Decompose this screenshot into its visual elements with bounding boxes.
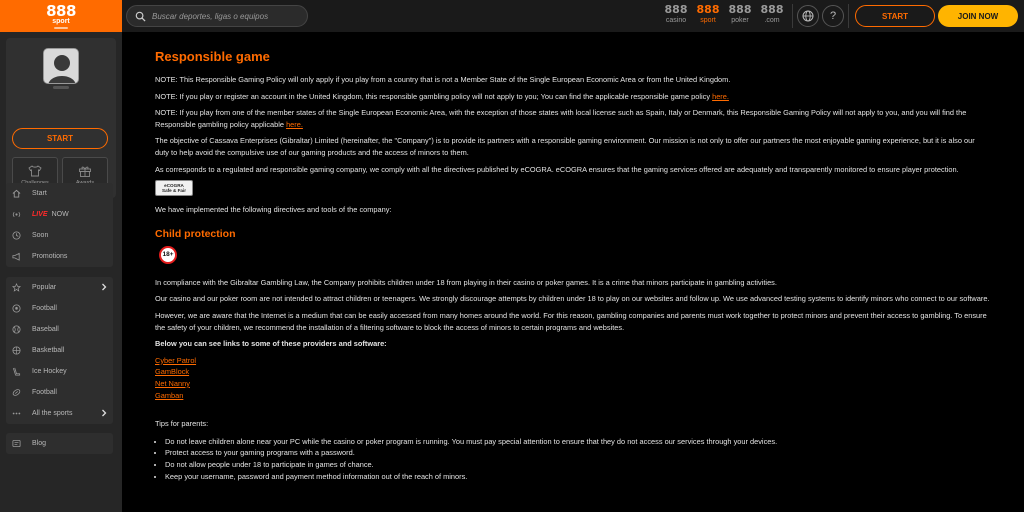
brand-com-number: 888 <box>760 3 784 16</box>
provider-link-cyber-patrol[interactable]: Cyber Patrol <box>155 355 197 365</box>
help-icon: ? <box>829 10 837 22</box>
tips-list <box>155 436 990 483</box>
sidebar-item-football[interactable] <box>6 298 113 319</box>
logo-sport-label: sport <box>52 17 70 25</box>
brand-com[interactable] <box>756 4 788 25</box>
soccer-ball-icon <box>12 304 21 313</box>
sidebar-item-live-now[interactable] <box>6 204 113 225</box>
sidebar-group-main <box>6 183 113 267</box>
brand-com-label: .com <box>764 17 780 24</box>
note-eea-text: NOTE: If you play from one of the member states of the Single European Economic Area, with the exception of those states with local license such as Spain, Italy or Denmark, this Responsible Gaming Policy will not apply to you, and you will find the Responsible gambling policy applicable <box>155 108 967 129</box>
list-item: • Do not leave children alone near your PC while the casino or poker program is running. You must pay special attention to ensure that they do not access our services through your devices. <box>165 436 990 448</box>
sidebar-item-ice-hockey[interactable] <box>6 361 113 382</box>
provider-link-gamblock[interactable]: GamBlock <box>155 367 190 377</box>
brand-poker-label: poker <box>731 17 749 24</box>
sidebar-start-button[interactable]: START <box>12 128 108 149</box>
avatar-status-bar <box>53 86 69 89</box>
sidebar-item-label: Popular <box>32 284 57 291</box>
live-label: LIVE <box>32 211 48 218</box>
age-18-badge: 18+ <box>159 246 177 264</box>
ecogra-paragraph: As corresponds to a regulated and responsible gaming company, we comply with all the directives published by eCOGRA. eCOGRA ensures that the gaming services offered are adequately and transparently monitored to ensure player protection. <box>155 164 959 174</box>
ecogra-seal-line2: Safe & Fair <box>162 188 186 194</box>
note-paragraph: NOTE: This Responsible Gaming Policy will only apply if you play from a country that is not a Member State of the Single European Economic Area or from the United Kingdom. <box>155 75 731 84</box>
brand-casino-label: casino <box>665 17 687 24</box>
sidebar-item-baseball[interactable] <box>6 319 113 340</box>
brand-sport[interactable] <box>692 4 724 25</box>
list-item: • Protect access to your gaming programs with a password. <box>165 447 990 459</box>
policy-article <box>155 49 990 483</box>
sidebar-item-label: Basketball <box>32 347 65 354</box>
ecogra-seal[interactable] <box>155 180 193 196</box>
search-input[interactable] <box>152 12 302 21</box>
globe-icon <box>802 10 814 22</box>
brand-sport-number: 888 <box>696 3 720 16</box>
sidebar-item-label: Baseball <box>32 326 59 333</box>
start-button[interactable]: START <box>855 5 935 27</box>
sidebar-item-label: Soon <box>32 232 49 239</box>
sidebar-group-sports <box>6 277 113 424</box>
minors-paragraph: Our casino and our poker room are not intended to attract children or teenagers. We strongly discourage attempts by children under 18 to play on our websites and follow up. We use advanced testing systems to identify minors who connect to our software. <box>155 294 990 304</box>
sidebar <box>0 32 122 512</box>
main-content <box>122 32 1024 512</box>
brand-poker[interactable] <box>724 4 756 25</box>
hockey-stick-icon <box>12 367 21 376</box>
note-uk-paragraph <box>155 91 990 103</box>
baseball-icon <box>12 325 21 334</box>
uk-policy-link[interactable]: here. <box>712 91 729 101</box>
sidebar-item-label: Ice Hockey <box>32 368 67 375</box>
providers-intro-text: Below you can see links to some of these providers and software: <box>155 339 387 349</box>
brand-sport-label: sport <box>700 17 716 24</box>
more-dots-icon <box>12 409 21 418</box>
sidebar-item-label: Football <box>32 389 57 396</box>
sidebar-item-american-football[interactable] <box>6 382 113 403</box>
brand-switcher <box>660 4 788 25</box>
help-button[interactable] <box>822 5 844 27</box>
gibraltar-law-paragraph: In compliance with the Gibraltar Gambling Law, the Company prohibits children under 18 from playing in their casino or poker games. It is a crime that minors participate in gambling activities. <box>155 277 777 287</box>
megaphone-icon <box>12 252 21 261</box>
sidebar-item-soon[interactable] <box>6 225 113 246</box>
sidebar-item-start[interactable] <box>6 183 113 204</box>
eea-policy-link[interactable]: here. <box>286 119 303 129</box>
user-avatar-icon <box>44 49 79 84</box>
live-signal-icon <box>12 210 21 219</box>
tips-title: Tips for parents: <box>155 419 209 429</box>
chevron-right-icon <box>100 283 108 291</box>
brand-poker-number: 888 <box>728 3 752 16</box>
gift-icon <box>78 165 92 177</box>
sidebar-item-label: Promotions <box>32 253 68 260</box>
basketball-icon <box>12 346 21 355</box>
brand-casino[interactable] <box>660 4 692 25</box>
note-uk-text: NOTE: If you play or register an account in the United Kingdom, this responsible gambling policy will not apply to you; You can find the applicable responsible game policy <box>155 91 713 101</box>
providers-intro <box>155 338 990 350</box>
ecogra-seal-line1: eCOGRA <box>164 182 184 188</box>
sidebar-item-basketball[interactable] <box>6 340 113 361</box>
american-football-icon <box>12 388 21 397</box>
brand-casino-number: 888 <box>664 3 688 16</box>
join-now-button[interactable]: JOIN NOW <box>938 5 1018 27</box>
star-icon <box>12 283 21 292</box>
page-title: Responsible game <box>155 49 270 64</box>
sidebar-item-label: Football <box>32 305 57 312</box>
provider-link-net-nanny[interactable]: Net Nanny <box>155 378 190 388</box>
logo-underline <box>54 27 68 29</box>
sidebar-item-label: NOW <box>51 211 69 218</box>
search-box[interactable] <box>126 5 308 27</box>
sidebar-item-label: Blog <box>32 440 47 447</box>
chevron-right-icon <box>100 409 108 417</box>
logo-number: 888 <box>46 1 76 20</box>
list-item: • Keep your username, password and payment method information out of the reach of minors. <box>165 471 990 483</box>
clock-icon <box>12 231 21 240</box>
provider-links <box>155 355 990 401</box>
sidebar-item-all-sports[interactable] <box>6 403 113 424</box>
sidebar-group-blog <box>6 433 113 454</box>
language-button[interactable] <box>797 5 819 27</box>
shirt-icon <box>28 165 42 177</box>
search-icon <box>135 11 146 22</box>
sidebar-item-label: All the sports <box>32 410 73 417</box>
sidebar-item-popular[interactable] <box>6 277 113 298</box>
child-protection-heading: Child protection <box>155 227 236 240</box>
home-icon <box>12 189 21 198</box>
sidebar-item-label: Start <box>32 190 47 197</box>
top-bar <box>0 0 1024 32</box>
provider-link-gamban[interactable]: Gamban <box>155 390 184 400</box>
header-divider <box>792 4 793 28</box>
list-item: • Do not allow people under 18 to participate in games of chance. <box>165 459 990 471</box>
note-eea-paragraph <box>155 107 990 130</box>
sidebar-item-promotions[interactable] <box>6 246 113 267</box>
internet-paragraph: However, we are aware that the Internet is a medium that can be easily accessed from many homes around the world. For this reason, gambling companies and parents must work together to protect minors and prevent their access to gambling. To ensure the safety of your children, we recommend the installation of a filtering software to block the access of minors to certain programs and websites. <box>155 310 987 332</box>
avatar[interactable] <box>43 48 79 84</box>
blog-icon <box>12 439 21 448</box>
888sport-logo[interactable] <box>0 0 122 32</box>
directives-paragraph: We have implemented the following directives and tools of the company: <box>155 205 392 215</box>
header-divider <box>848 4 849 28</box>
objective-paragraph: The objective of Cassava Enterprises (Gibraltar) Limited (hereinafter, the "Company") is to provide its partners with a responsible gaming environment. Our mission is not only to offer our partners the most enjoyable gaming experience, but it is also our duty to help avoid the compulsive use of our gaming products and the access of minors to them. <box>155 136 975 157</box>
sidebar-item-blog[interactable] <box>6 433 113 454</box>
